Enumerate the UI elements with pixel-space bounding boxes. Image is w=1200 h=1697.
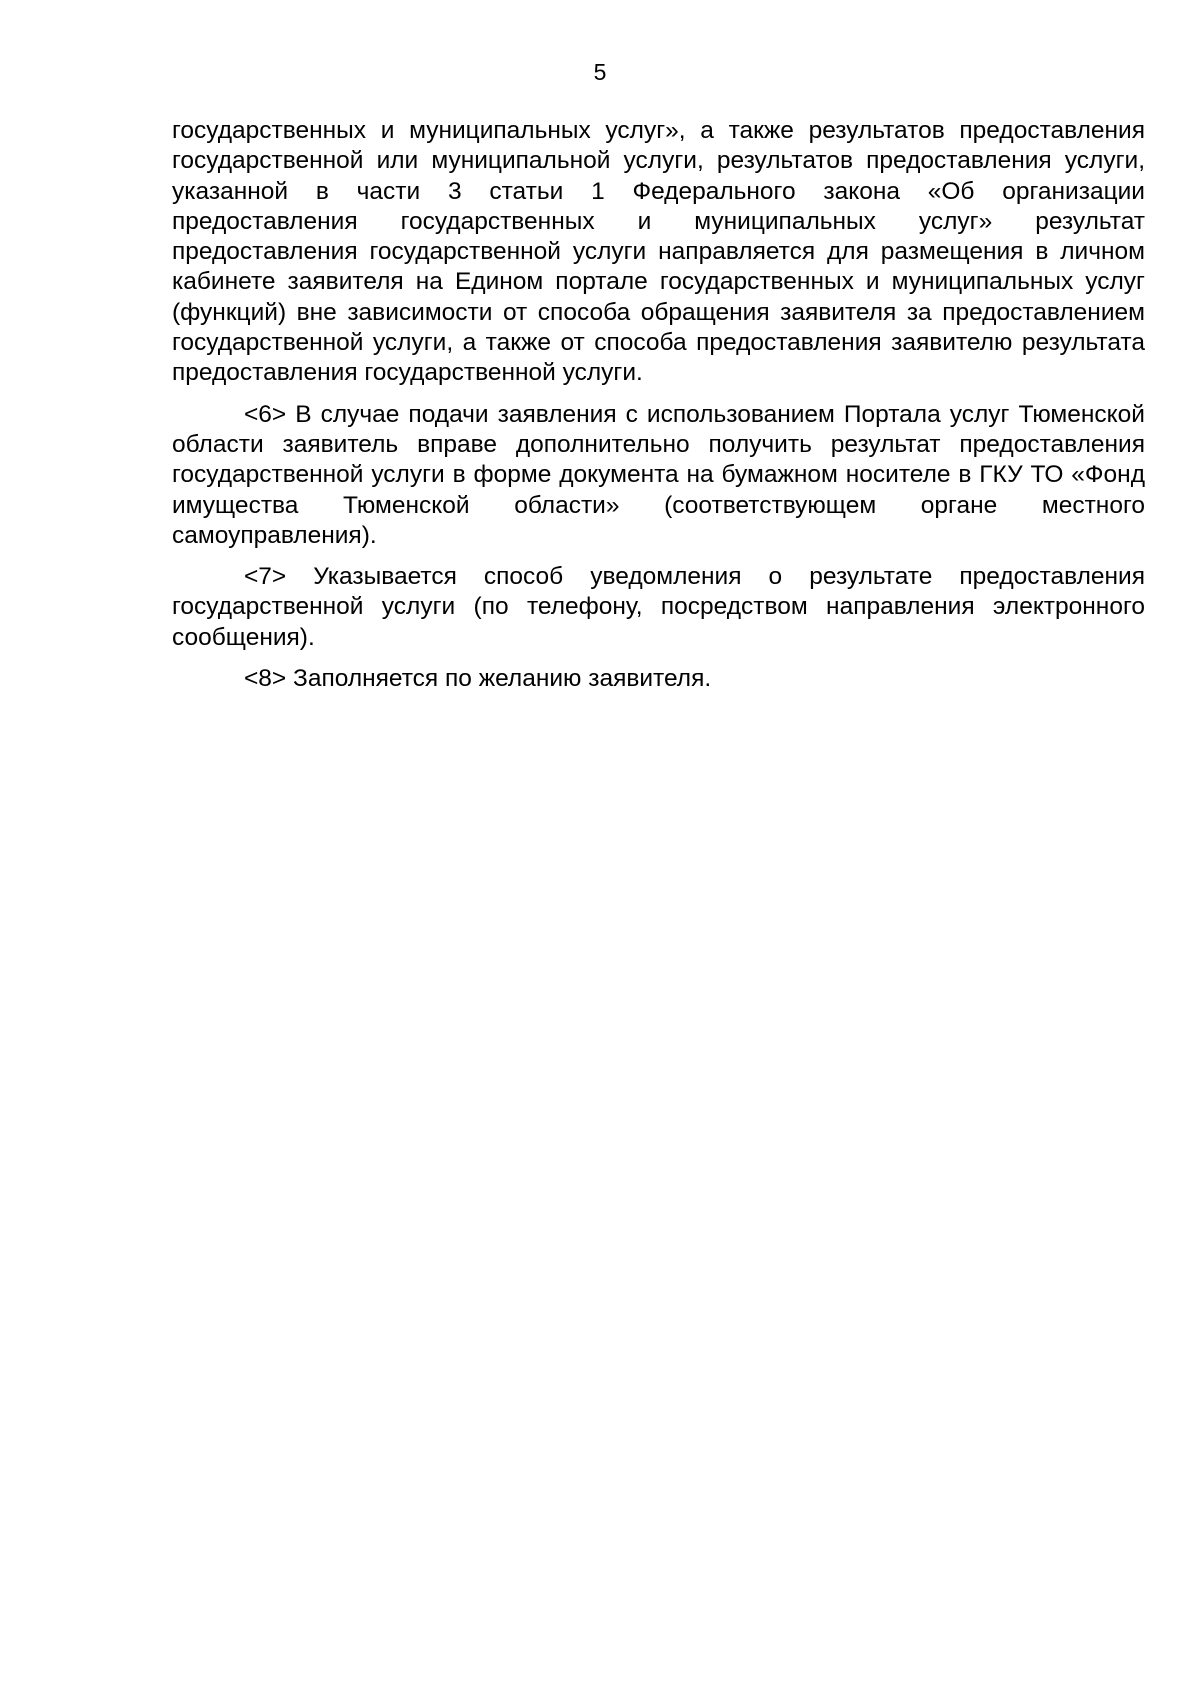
page-number: 5 — [593, 59, 607, 85]
paragraph-continuation: государственных и муниципальных услуг», а также результатов предоставления государственной или муниципальной услуги, результатов предоставления услуги, указанной в части 3 статьи 1 Федерального закона «Об организации предоставления государственных и муниципальных услуг» результат предоставления государственной услуги направляется для размещения в личном кабинете заявителя на Едином портале государственных и муниципальных услуг (функций) вне зависимости от способа обращения заявителя за предоставлением государственной услуги, а также от способа предоставления заявителю результата предоставления государственной услуги. — [172, 117, 1145, 387]
footnote-8: <8> Заполняется по желанию заявителя. — [244, 665, 712, 693]
footnote-6: <6> В случае подачи заявления с использованием Портала услуг Тюменской области заявитель вправе дополнительно получить результат предоставления государственной услуги в форме документа на бумажном носителе в ГКУ ТО «Фонд имущества Тюменской области» (соответствующем органе местного самоуправления). — [172, 400, 1145, 549]
footnote-7: <7> Указывается способ уведомления о результате предоставления государственной услуги (по телефону, посредством направления электронного сообщения). — [172, 563, 1145, 651]
document-body — [172, 116, 1145, 705]
